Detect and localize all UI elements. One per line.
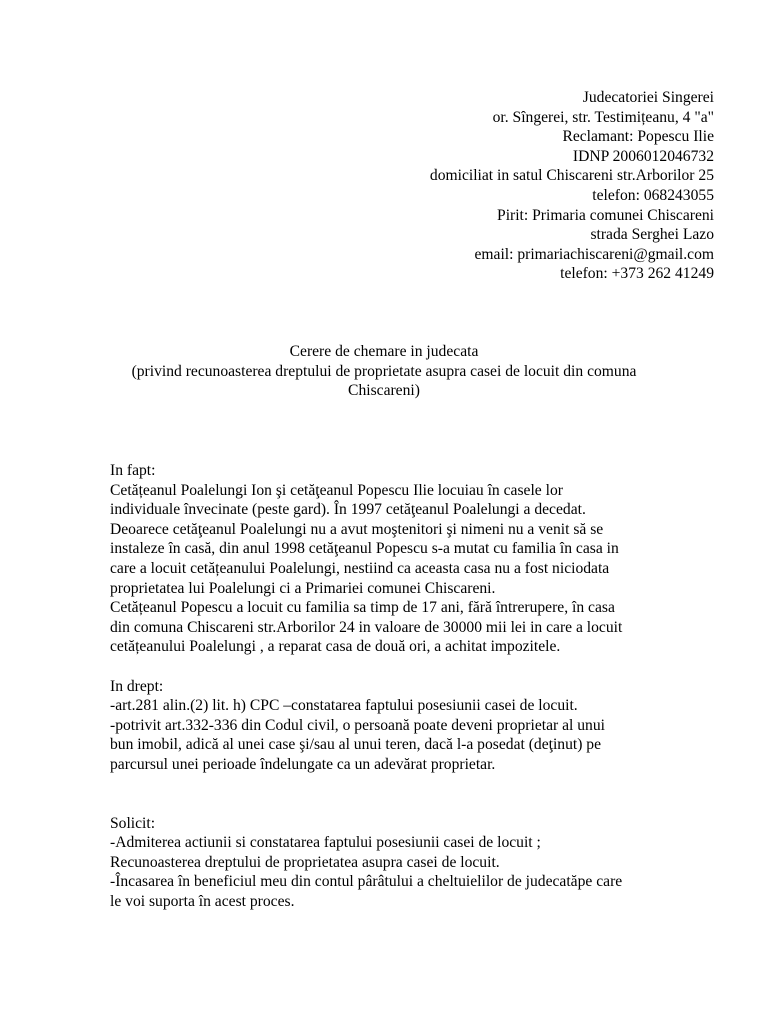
section-in-fapt [110, 461, 720, 657]
document-body [110, 461, 720, 911]
paragraph-line: proprietatea lui Poalelungi ci a Primariei comunei Chiscareni. [110, 579, 496, 597]
section-heading: In drept: [110, 677, 164, 695]
paragraph-line: -Încasarea în beneficiul meu din contul pârâtului a cheltuielilor de judecatăpe care [110, 873, 623, 891]
paragraph-line: parcursul unei perioade îndelungate ca un adevărat proprietar. [110, 755, 496, 773]
document-title [100, 342, 668, 401]
defendant-email: email: primariachiscareni@gmail.com [474, 245, 714, 263]
court-name: Judecatoriei Singerei [582, 89, 714, 106]
paragraph-line: Cetățeanul Poalelungi Ion şi cetăţeanul Popescu Ilie locuiau în casele lor [110, 481, 563, 499]
paragraph-line: le voi suporta în acest proces. [110, 892, 295, 910]
paragraph-line: individuale învecinate (peste gard). În 1997 cetăţeanul Poalelungi a decedat. [110, 501, 586, 519]
spacer [110, 657, 720, 677]
section-heading: In fapt: [110, 462, 156, 479]
section-solicit [110, 814, 720, 912]
paragraph-line: care a locuit cetățeanului Poalelungi, nestiind ca aceasta casa nu a fost niciodata [110, 559, 610, 577]
defendant-address: strada Serghei Lazo [590, 226, 714, 244]
section-heading: Solicit: [110, 814, 156, 832]
paragraph-line: bun imobil, adică al unei case şi/sau al unui teren, dacă l-a posedat (deţinut) pe [110, 736, 602, 754]
section-in-drept [110, 677, 720, 775]
paragraph-line: -art.281 alin.(2) lit. h) CPC –constatarea faptului posesiunii casei de locuit. [110, 697, 578, 715]
title-line-2: (privind recunoasterea dreptului de proprietate asupra casei de locuit din comuna [131, 362, 637, 380]
paragraph-line: instaleze în casă, din anul 1998 cetăţeanul Popescu s-a mutat cu familia în casa in [110, 540, 619, 558]
spacer [110, 775, 720, 814]
paragraph-line: -Admiterea actiunii si constatarea faptului posesiunii casei de locuit ; [110, 834, 541, 852]
paragraph-line: din comuna Chiscareni str.Arborilor 24 in valoare de 30000 mii lei in care a locuit [110, 618, 623, 636]
addressee-block [214, 88, 714, 284]
claimant-address: domiciliat in satul Chiscareni str.Arborilor 25 [429, 167, 714, 185]
paragraph-line: Recunoasterea dreptului de proprietatea asupra casei de locuit. [110, 853, 500, 871]
paragraph-line: cetățeanului Poalelungi , a reparat casa de două ori, a achitat impozitele. [110, 638, 561, 656]
defendant-name: Pirit: Primaria comunei Chiscareni [497, 206, 714, 224]
claimant-name: Reclamant: Popescu Ilie [562, 128, 714, 146]
paragraph-line: Cetățeanul Popescu a locuit cu familia sa timp de 17 ani, fără întrerupere, în casa [110, 599, 615, 617]
defendant-phone: telefon: +373 262 41249 [560, 265, 714, 283]
court-address: or. Sîngerei, str. Testimițeanu, 4 "a" [492, 108, 714, 126]
claimant-idnp: IDNP 2006012046732 [572, 147, 714, 165]
title-line-1: Cerere de chemare in judecata [289, 343, 479, 360]
paragraph-line: -potrivit art.332-336 din Codul civil, o persoană poate deveni proprietar al unui [110, 716, 605, 734]
claimant-phone: telefon: 068243055 [592, 186, 714, 204]
title-line-3: Chiscareni) [348, 382, 420, 400]
paragraph-line: Deoarece cetăţeanul Poalelungi nu a avut moştenitori şi nimeni nu a venit să se [110, 520, 604, 538]
